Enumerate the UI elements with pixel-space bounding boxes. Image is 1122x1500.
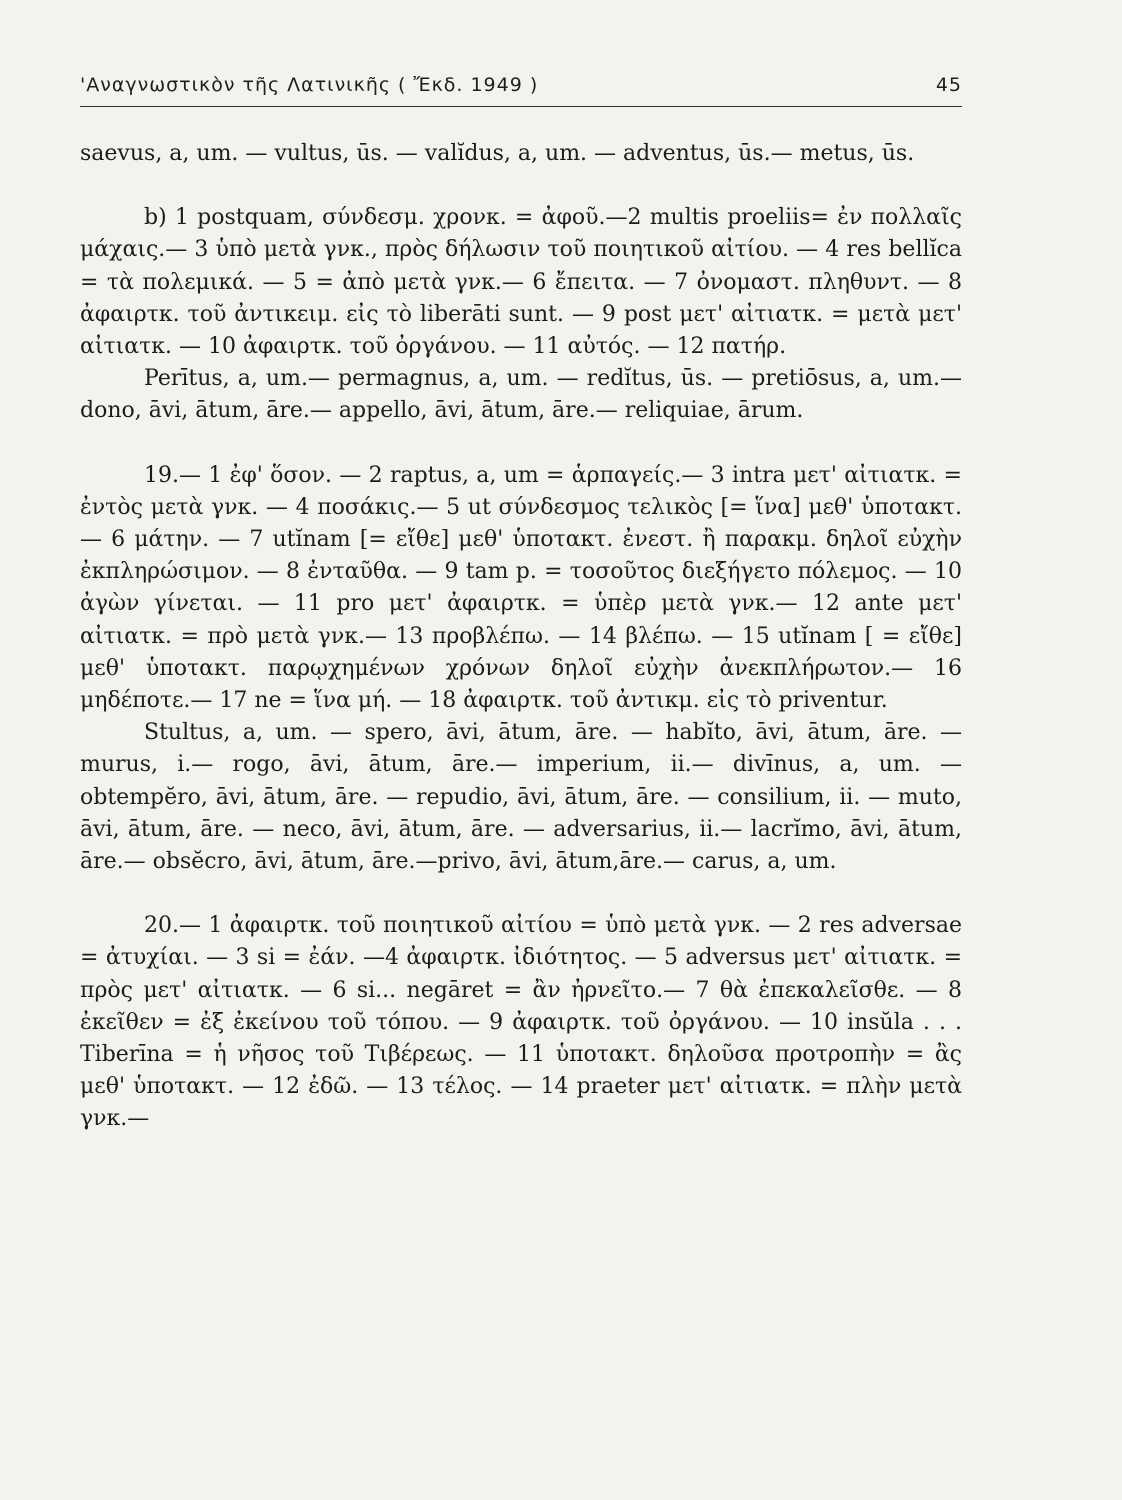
header-rule — [80, 106, 962, 107]
paragraph-vocab-18a: saevus, a, um. — vultus, ūs. — valĭdus, a, um. — adventus, ūs.— metus, ūs. — [80, 141, 915, 166]
running-header — [80, 74, 962, 100]
running-title: 'Αναγνωστικὸν τῆς Λατινικῆς ( Ἔκδ. 1949 ) — [80, 74, 539, 96]
paragraph-notes-20: 20.— 1 ἀφαιρτκ. τοῦ ποιητικοῦ αἰτίου = ὑπὸ μετὰ γνκ. — 2 res adversae = ἀτυχίαι. — 3 si = ἐάν. —4 ἀφαιρτκ. ἰδιότητος. — 5 adversus μετ' αἰτιατκ. = πρὸς μετ' αἰτιατκ. — 6 si... negāret = ἂν ἠρνεῖτο.— 7 θὰ ἐπεκαλεῖσθε. — 8 ἐκεῖθεν = ἐξ ἐκείνου τοῦ τόπου. — 9 ἀφαιρτκ. τοῦ ὀργάνου. — 10 insŭla . . . Tiberīna = ἡ νῆσος τοῦ Τιβέρεως. — 11 ὑποτακτ. δηλοῦσα προτροπὴν = ἂς μεθ' ὑποτακτ. — 12 ἐδῶ. — 13 τέλος. — 14 praeter μετ' αἰτιατκ. = πλὴν μετὰ γνκ.— — [80, 913, 962, 1132]
page-number: 45 — [935, 74, 962, 96]
paragraph-vocab-19: Stultus, a, um. — spero, āvi, ātum, āre. — habĭto, āvi, ātum, āre. — murus, i.— rogo, āvi, ātum, āre.— imperium, ii.— divīnus, a, um. — obtempĕro, āvi, ātum, āre. — repudio, āvi, ātum, āre. — consilium, ii. — muto, āvi, ātum, āre. — neco, āvi, ātum, āre. — adversarius, ii.— lacrĭmo, āvi, ātum, āre.— obsĕcro, āvi, ātum, āre.—privo, āvi, ātum,āre.— carus, a, um. — [80, 720, 962, 875]
paragraph-vocab-18b: Perītus, a, um.— permagnus, a, um. — redĭtus, ūs. — pretiōsus, a, um.— dono, āvi, ātum, āre.— appello, āvi, ātum, āre.— reliquiae, ārum. — [80, 366, 962, 424]
page-body — [80, 138, 962, 1136]
paragraph-notes-19: 19.— 1 ἐφ' ὅσον. — 2 raptus, a, um = ἁρπαγείς.— 3 intra μετ' αἰτιατκ. = ἐντὸς μετὰ γνκ. — 4 ποσάκις.— 5 ut σύνδεσμος τελικὸς [= ἵνα] μεθ' ὑποτακτ. — 6 μάτην. — 7 utĭnam [= εἴθε] μεθ' ὑποτακτ. ἐνεστ. ἢ παρακμ. δηλοῖ εὐχὴν ἐκπληρώσιμον. — 8 ἐνταῦθα. — 9 tam p. = τοσοῦτος διεξήγετο πόλεμος. — 10 ἀγὼν γίνεται. — 11 pro μετ' ἀφαιρτκ. = ὑπὲρ μετὰ γνκ.— 12 ante μετ' αἰτιατκ. = πρὸ μετὰ γνκ.— 13 προβλέπω. — 14 βλέπω. — 15 utĭnam [ = εἴθε] μεθ' ὑποτακτ. παρῳχημένων χρόνων δηλοῖ εὐχὴν ἀνεκπλήρωτον.— 16 μηδέποτε.— 17 ne = ἵνα μή. — 18 ἀφαιρτκ. τοῦ ἀντικμ. εἰς τὸ priventur. — [80, 462, 962, 714]
paragraph-notes-18b: b) 1 postquam, σύνδεσμ. χρονκ. = ἀφοῦ.—2 multis proeliis= ἐν πολλαῖς μάχαις.— 3 ὑπὸ μετὰ γνκ., πρὸς δήλωσιν τοῦ ποιητικοῦ αἰτίου. — 4 res bellĭca = τὰ πολεμικά. — 5 = ἀπὸ μετὰ γνκ.— 6 ἔπειτα. — 7 ὀνομαστ. πληθυντ. — 8 ἀφαιρτκ. τοῦ ἀντικειμ. εἰς τὸ liberāti sunt. — 9 post μετ' αἰτιατκ. = μετὰ μετ' αἰτιατκ. — 10 ἀφαιρτκ. τοῦ ὀργάνου. — 11 αὐτός. — 12 πατήρ. — [80, 205, 962, 360]
